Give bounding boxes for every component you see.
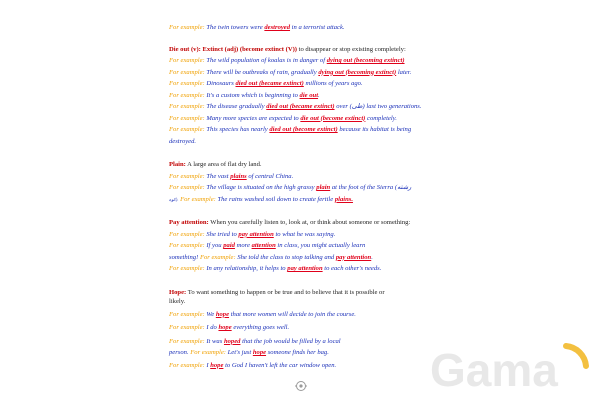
section-die-out [169, 44, 429, 148]
example-line: For example: The vast plains of central China. [169, 172, 294, 180]
example-line: For example: It's a custom which is beginning to die out. [169, 91, 320, 99]
example-line: کوه). For example: The rains washed soil down to create fertile plains. [169, 195, 353, 203]
section-pay-attention [169, 217, 429, 275]
section-hope [169, 288, 429, 372]
example-line: For example: I do hope everything goes well. [169, 324, 290, 331]
example-line: For example: This species has nearly died out (become extinct) because its habitat is being destroyed. [169, 126, 412, 145]
example-line: For example: The village is situated on the high grassy plain at the foot of the Sierra (رشته [169, 184, 412, 191]
section-heading: Hope: To want something to happen or be true and to believe that it is possible or likely. [169, 288, 385, 305]
section-heading: Pay attention: When you carefully listen to, look at, or think about someone or something: [169, 219, 411, 226]
section-heading: Die out (v): Extinct (adj) (become extinct (V)) to disappear or stop existing completely: [169, 45, 406, 53]
example-line: For example: Dinosaurs died out (became extinct) millions of years ago. [169, 80, 363, 87]
watermark-text: Gama [430, 344, 558, 394]
example-line: For example: I hope to God I haven't left the car window open. [169, 361, 337, 369]
example-line: For example: The disease gradually died out (became extinct) over (طی) last two generations. [169, 103, 422, 110]
page-ornament-icon [294, 380, 308, 392]
example-line: For example: The wild population of koalas is in danger of dying out (becoming extinct) [169, 57, 405, 64]
section-plain [169, 159, 429, 205]
example-line: For example: Many more species are expected to die out (become extinct) completely. [169, 114, 397, 122]
watermark-accent-arc [566, 346, 586, 366]
example-line: For example: There will be outbreaks of rain, gradually dying out (becoming extinct) later. [169, 68, 412, 76]
example-line: For example: We hope that more women will decide to join the course. [169, 310, 356, 318]
example-line: For example: If you paid more attention in class, you might actually learn something! For example: She told the class to stop talking and pay attention. [169, 242, 373, 261]
document-body [169, 0, 429, 371]
example-line: For example: She tried to pay attention to what he was saying. [169, 230, 336, 238]
example-line: For example: It was hoped that the job would be filled by a local person. For example: Let's just hope someone finds her bag. [169, 337, 341, 356]
example-line: For example: The twin towers were destroyed in a terrorist attack. [169, 24, 345, 31]
section-heading: Plain: A large area of flat dry land. [169, 161, 262, 168]
example-line: For example: In any relationship, it helps to pay attention to each other's needs. [169, 265, 382, 272]
gama-watermark-logo [428, 338, 598, 394]
